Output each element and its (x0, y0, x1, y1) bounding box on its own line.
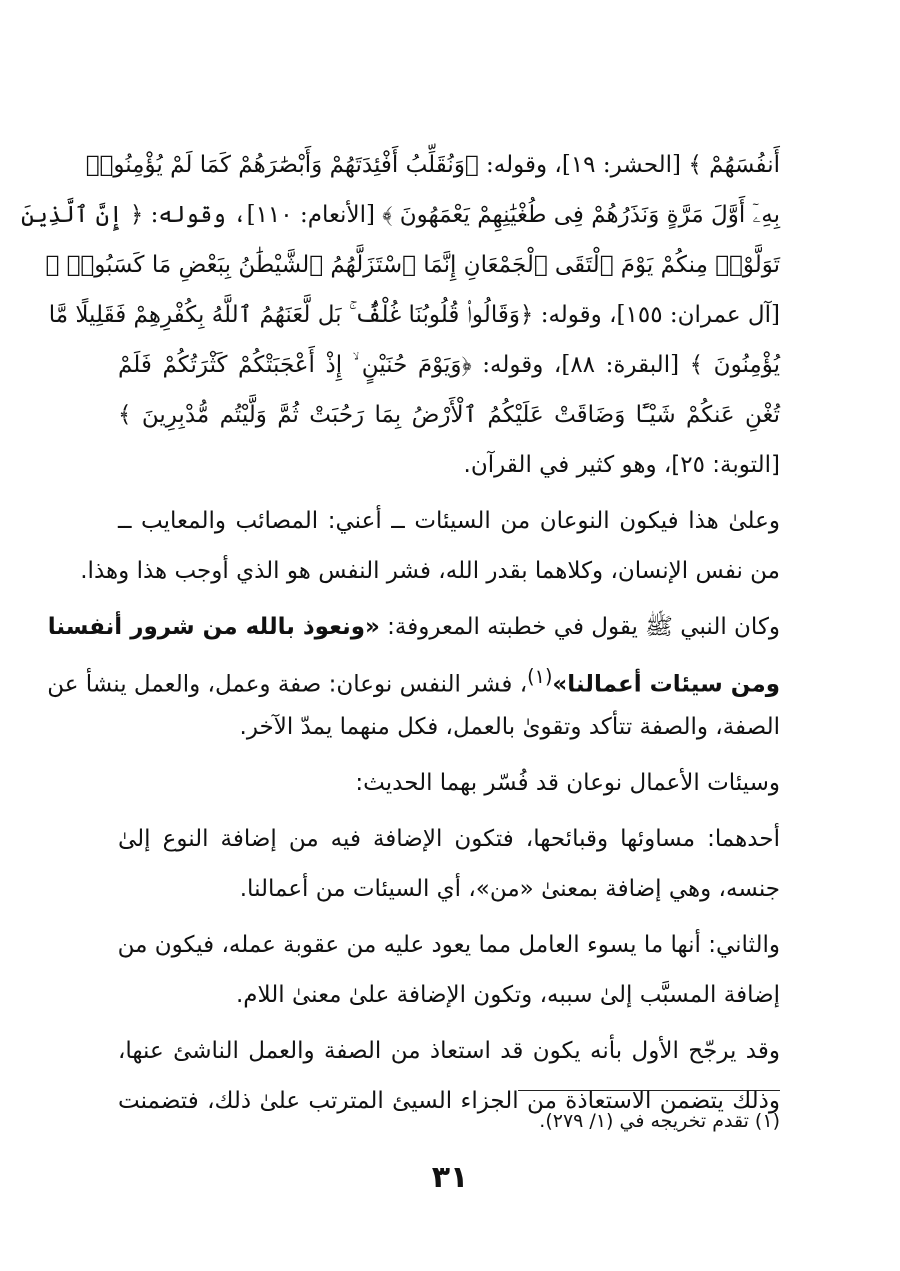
hadith-quote: «ونعوذ بالله من شرور أنفسنا (47, 614, 380, 640)
paragraph-5 (118, 814, 780, 914)
text-line: جنسه، وهي إضافة بمعنىٰ «من»، أي السيئات من أعمالنا. (239, 876, 780, 902)
text-line: إضافة المسبَّب إلىٰ سببه، وتكون الإضافة علىٰ معنىٰ اللام. (235, 982, 780, 1008)
text-line: تُغْنِ عَنكُمْ شَيْـًٔا وَضَاقَتْ عَلَيْكُمُ ٱلْأَرْضُ بِمَا رَحُبَتْ ثُمَّ وَلَّيْتُم مُّدْبِرِينَ ﴾ (118, 402, 780, 428)
text-line: يُؤْمِنُونَ ﴾ [البقرة: ٨٨]، وقوله: ﴿وَيَوْمَ حُنَيْنٍ ۙ إِذْ أَعْجَبَتْكُمْ كَثْرَتُكُمْ فَلَمْ (118, 352, 780, 378)
text-line (47, 652, 780, 702)
main-text (20, 140, 780, 1132)
text-line: أَنفُسَهُمْ ﴾ [الحشر: ١٩]، وقوله: ﴿وَنُقَلِّبُ أَفْئِدَتَهُمْ وَأَبْصَٰرَهُمْ كَمَا لَمْ يُؤْمِنُوا۟ (85, 152, 780, 178)
plain-text: ، فشر النفس نوعان: صفة وعمل، والعمل ينشأ عن (47, 671, 528, 698)
text-line: أحدهما: مساوئها وقبائحها، فتكون الإضافة فيه من إضافة النوع إلىٰ (118, 826, 780, 852)
text-line: من نفس الإنسان، وكلاهما بقدر الله، فشر النفس هو الذي أوجب هذا وهذا. (80, 558, 780, 584)
paragraph-3 (47, 602, 780, 752)
text-line: وعلىٰ هذا فيكون النوعان من السيئات ــ أعني: المصائب والمعايب ــ (118, 508, 780, 534)
paragraph-6 (118, 920, 780, 1020)
footnote-separator (518, 1090, 780, 1091)
page-number: ٣١ (431, 1160, 469, 1195)
hadith-quote: ومن سيئات أعمالنا» (552, 671, 780, 698)
text-line: الصفة، والصفة تتأكد وتقوىٰ بالعمل، فكل منهما يمدّ الآخر. (239, 714, 780, 740)
text-line: وسيئات الأعمال نوعان قد فُسّر بهما الحديث: (355, 770, 780, 796)
paragraph-2 (80, 496, 780, 596)
footnote-marker: (١) (527, 665, 553, 688)
text-line: وقد يرجّح الأول بأنه يكون قد استعاذ من الصفة والعمل الناشئ عنها، (118, 1038, 780, 1064)
text-line: والثاني: أنها ما يسوء العامل مما يعود عليه من عقوبة عمله، فيكون من (117, 932, 780, 958)
text-line (47, 602, 780, 652)
paragraph-verses (20, 140, 780, 490)
text-line: بِهِۦٓ أَوَّلَ مَرَّةٍ وَنَذَرُهُمْ فِى طُغْيَٰنِهِمْ يَعْمَهُونَ ﴾ [الأنعام: ١١٠]، وقوله: ﴿ إِنَّ ٱلَّذِينَ (20, 202, 780, 228)
text-line: [آل عمران: ١٥٥]، وقوله: ﴿وَقَالُوا۟ قُلُوبُنَا غُلْفٌۢ ۚ بَل لَّعَنَهُمُ ٱللَّهُ بِكُفْرِهِمْ فَقَلِيلًا مَّا (48, 302, 780, 328)
paragraph-4 (118, 758, 780, 808)
text-line: تَوَلَّوْا۟ مِنكُمْ يَوْمَ ٱلْتَقَى ٱلْجَمْعَانِ إِنَّمَا ٱسْتَزَلَّهُمُ ٱلشَّيْطَٰنُ بِبَعْضِ مَا كَسَبُوا۟ ﴾ (45, 252, 780, 278)
text-line: [التوبة: ٢٥]، وهو كثير في القرآن. (463, 452, 780, 478)
plain-text: وكان النبي ﷺ يقول في خطبته المعروفة: (379, 614, 780, 640)
text-line: وذلك يتضمن الاستعاذة من الجزاء السيئ المترتب علىٰ ذلك، فتضمنت (118, 1088, 780, 1114)
footnote: (١) تقدم تخريجه في (١/ ٢٧٩). (539, 1110, 780, 1132)
